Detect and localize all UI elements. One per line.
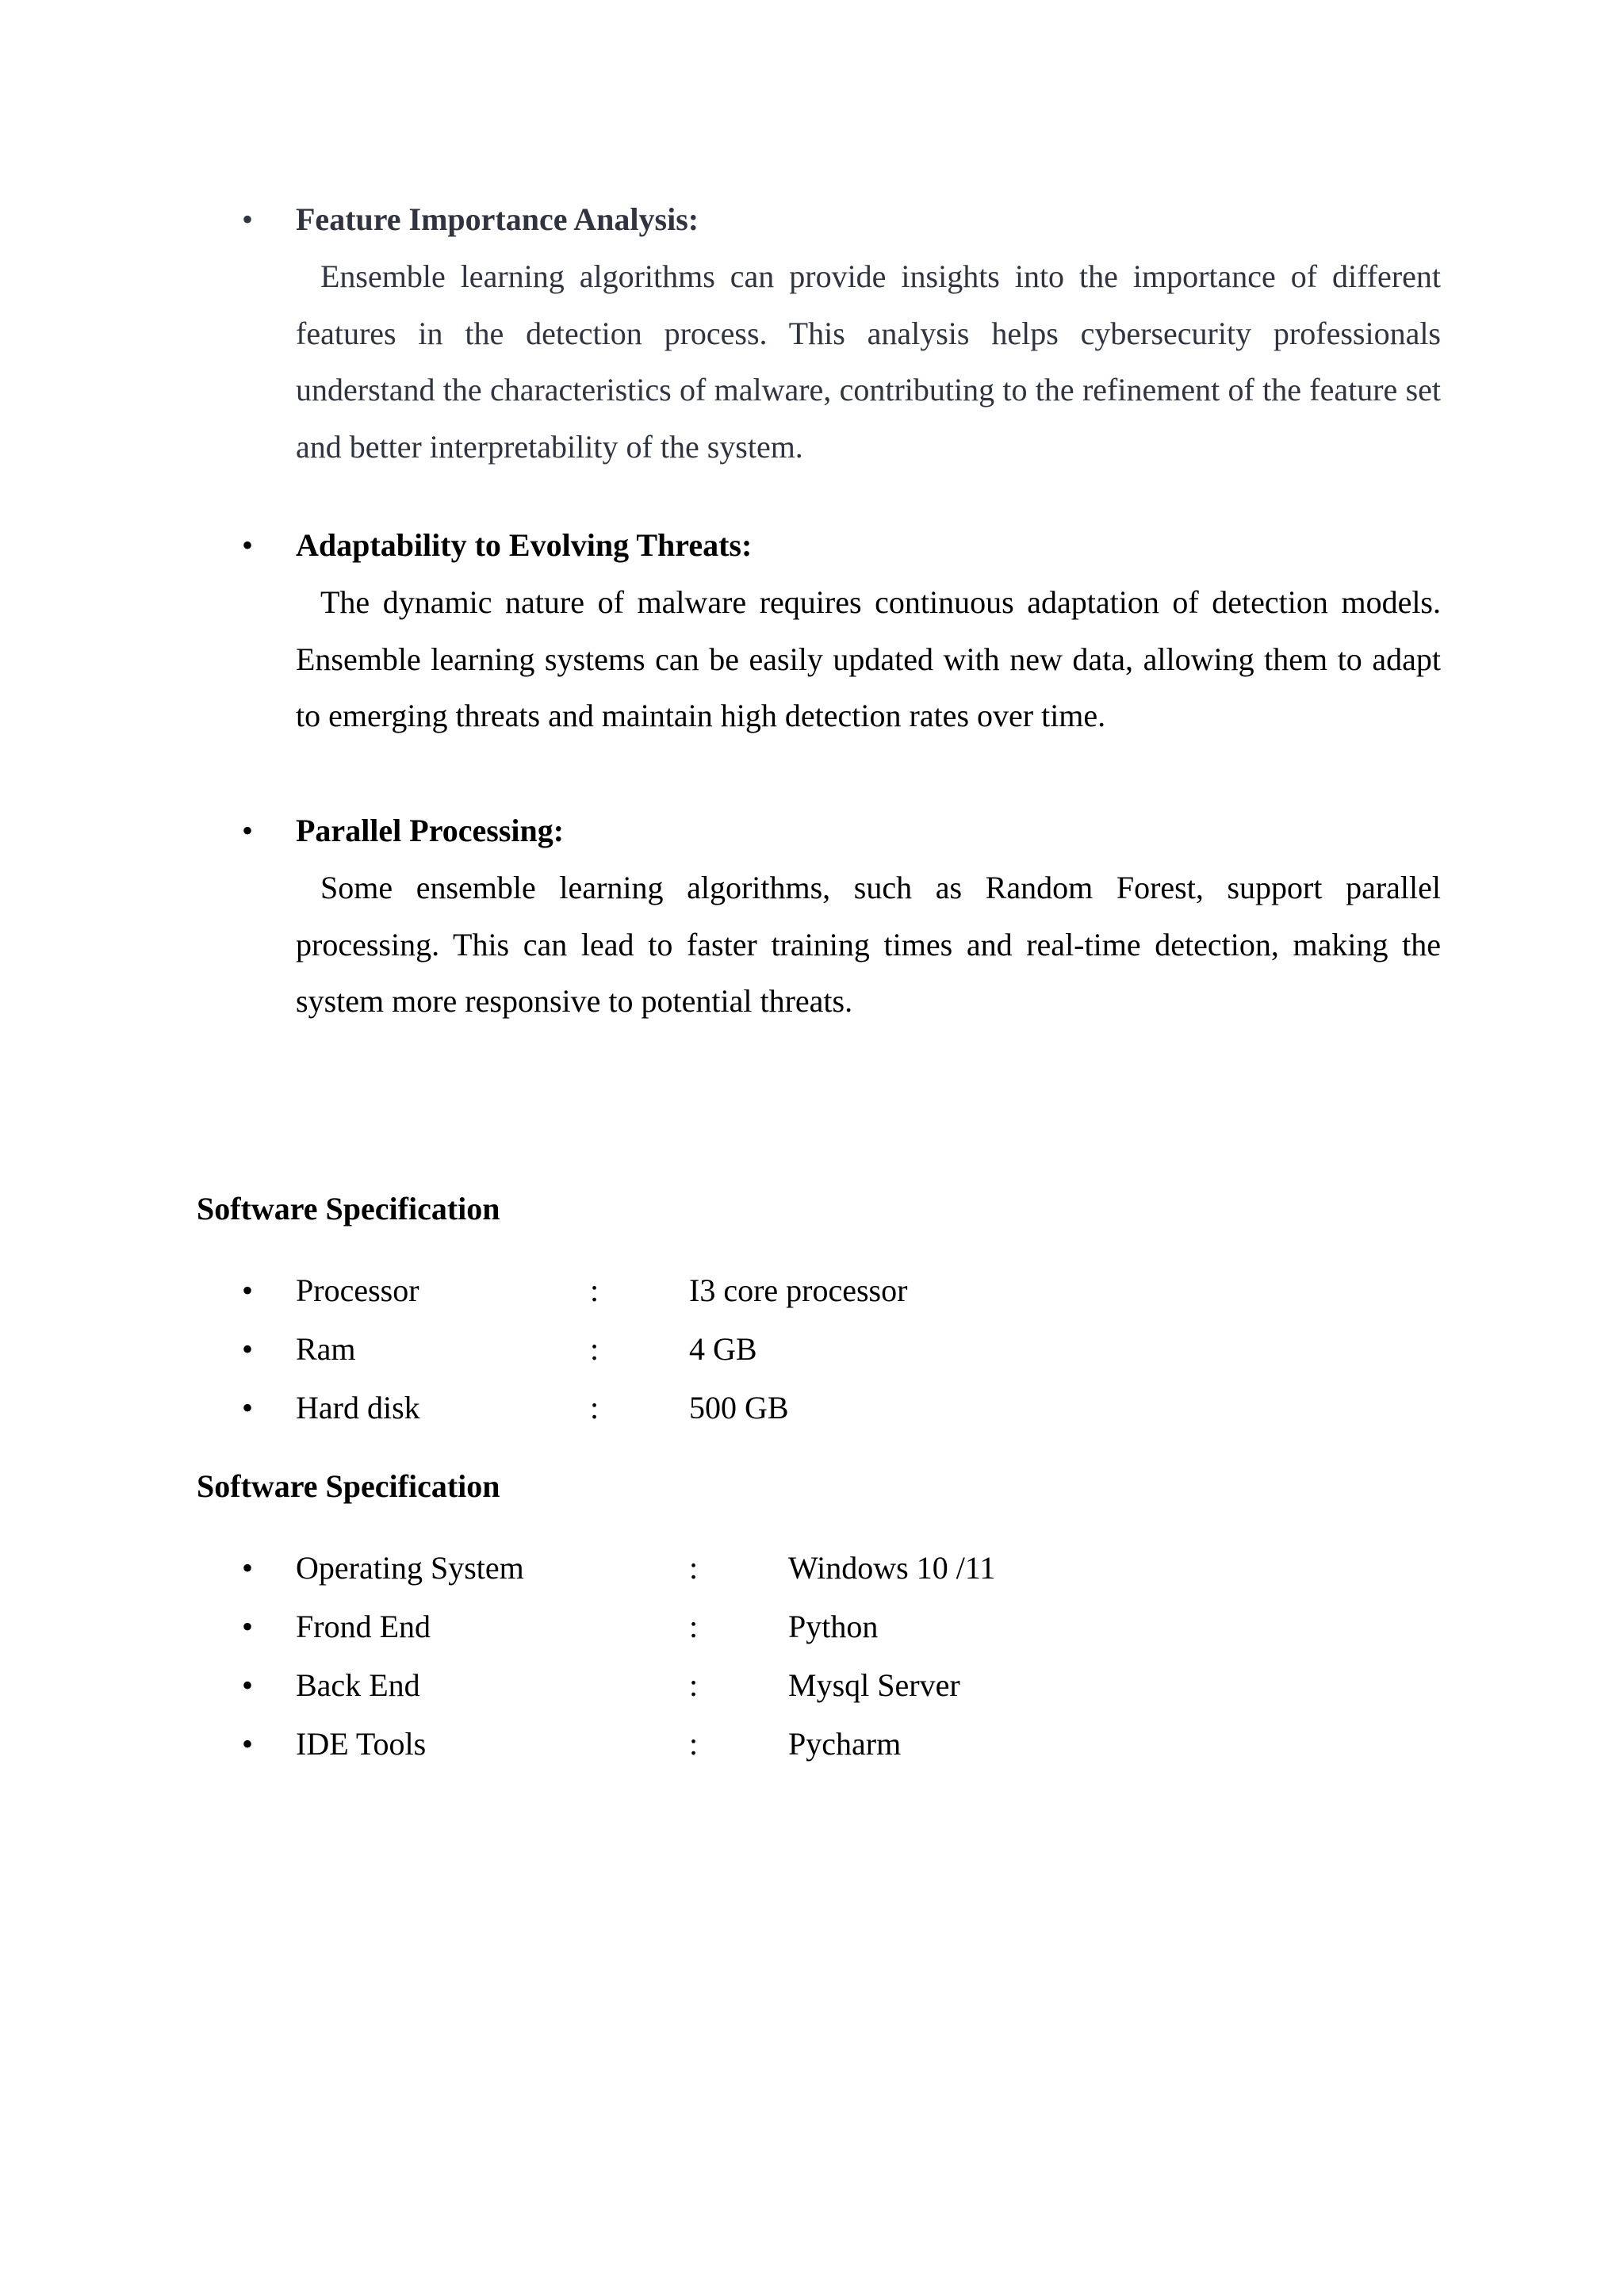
bullet-icon: • — [242, 527, 254, 563]
feature-heading: Parallel Processing: — [296, 813, 565, 848]
spec-label: Hard disk — [296, 1390, 420, 1425]
spec-separator: : — [689, 1726, 699, 1762]
hardware-spec-title: Software Specification — [197, 1191, 500, 1226]
spec-value: I3 core processor — [689, 1272, 908, 1308]
spec-separator: : — [590, 1390, 599, 1425]
feature-body: The dynamic nature of malware requires continuous adaptation of detection models. Ensemble learning systems can be easily updated with new data, allowing them to adapt to emerging threats and maintain high detection rates over time. — [296, 584, 1441, 733]
spec-value: Windows 10 /11 — [788, 1550, 996, 1586]
spec-label: Frond End — [296, 1609, 431, 1644]
bullet-icon: • — [242, 1726, 254, 1762]
spec-value: Python — [788, 1609, 879, 1644]
bullet-icon: • — [242, 1667, 254, 1703]
spec-separator: : — [590, 1331, 599, 1367]
parallel-processing — [242, 802, 1441, 1032]
feature-body: Ensemble learning algorithms can provide insights into the importance of different features in the detection process. This analysis helps cybersecurity professionals understand the characteristics of malware, contributing to the refinement of the feature set and better interpretability of the system. — [296, 258, 1441, 465]
spec-label: Ram — [296, 1331, 356, 1367]
bullet-icon: • — [242, 1550, 254, 1586]
bullet-icon: • — [242, 1272, 254, 1308]
feature-importance-analysis — [242, 191, 1441, 476]
bullet-icon: • — [242, 1609, 254, 1644]
spec-value: 4 GB — [689, 1331, 757, 1367]
spec-value: Pycharm — [788, 1726, 902, 1762]
bullet-icon: • — [242, 813, 254, 848]
feature-heading: Feature Importance Analysis: — [296, 201, 699, 237]
adaptability-to-evolving-threats — [242, 517, 1441, 747]
spec-label: Back End — [296, 1667, 420, 1703]
spec-label: Processor — [296, 1272, 419, 1308]
spec-label: Operating System — [296, 1550, 524, 1586]
feature-body: Some ensemble learning algorithms, such as Random Forest, support parallel processing. This can lead to faster training times and real-time detection, making the system more responsive to potential threats. — [296, 870, 1441, 1019]
spec-label: IDE Tools — [296, 1726, 427, 1762]
spec-separator: : — [689, 1667, 699, 1703]
bullet-icon: • — [242, 1331, 254, 1367]
spec-value: Mysql Server — [788, 1667, 960, 1703]
spec-separator: : — [590, 1272, 599, 1308]
feature-heading: Adaptability to Evolving Threats: — [296, 527, 753, 563]
software-spec-title: Software Specification — [197, 1468, 500, 1504]
bullet-icon: • — [242, 201, 254, 237]
spec-separator: : — [689, 1609, 699, 1644]
spec-separator: : — [689, 1550, 699, 1586]
spec-value: 500 GB — [689, 1390, 789, 1425]
bullet-icon: • — [242, 1390, 254, 1425]
